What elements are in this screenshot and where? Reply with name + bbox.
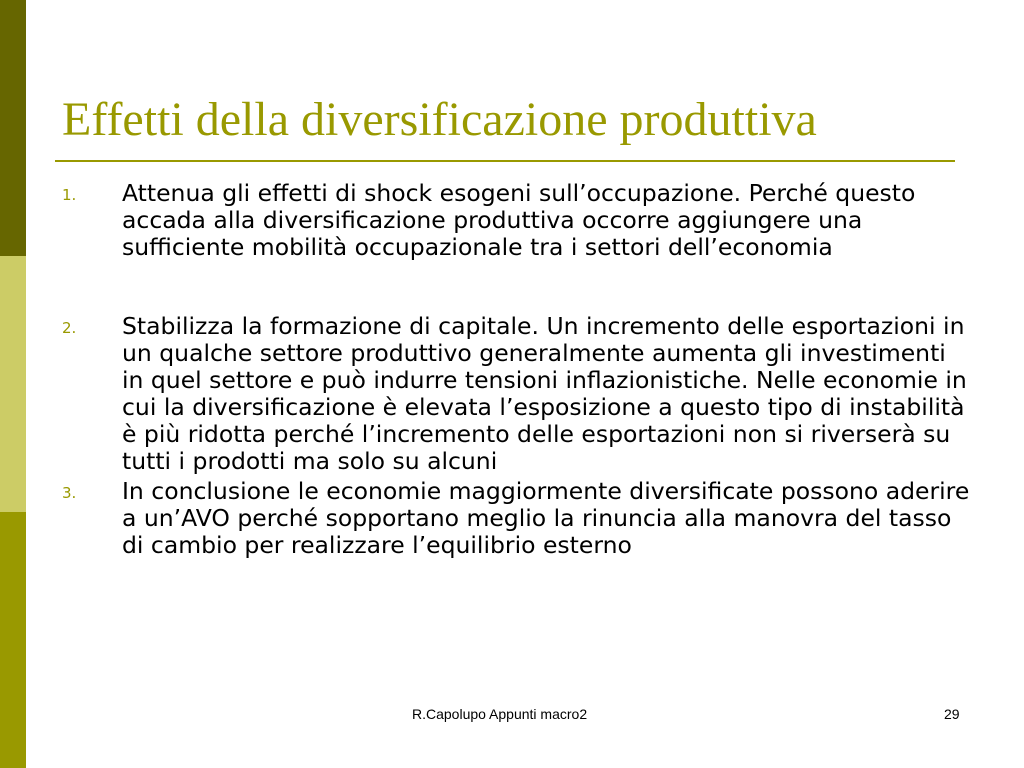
list-item-text: In conclusione le economie maggiormente diversificate possono aderire a un’AVO perché sopportano meglio la rinuncia alla manovra del tasso di cambio per realizzare l’equilibrio esterno (122, 477, 970, 559)
numbered-list (60, 180, 970, 559)
list-item-text: Attenua gli effetti di shock esogeni sull’occupazione. Perché questo accada alla diversificazione produttiva occorre aggiungere una sufficiente mobilità occupazionale tra i settori dell’economia (122, 179, 916, 261)
footer-text: R.Capolupo Appunti macro2 (412, 706, 588, 722)
list-item-text: Stabilizza la formazione di capitale. Un incremento delle esportazioni in un qualche settore produttivo generalmente aumenta gli investimenti in quel settore e può indurre tensioni inflazionistiche. Nelle economie in cui la diversificazione è elevata l’esposizione a questo tipo di instabilità è più ridotta perché l’incremento delle esportazioni non si riverserà su tutti i prodotti ma solo su alcuni (122, 312, 967, 475)
page-number: 29 (944, 706, 960, 722)
side-bar-middle (0, 256, 26, 512)
side-bar-bottom (0, 512, 26, 768)
list-item-number: 1. (62, 186, 77, 204)
list-item-2 (60, 313, 970, 475)
list-item-number: 3. (62, 484, 77, 502)
list-item-number: 2. (62, 319, 77, 337)
list-item-1 (60, 180, 970, 261)
slide-title: Effetti della diversificazione produttiva (62, 93, 817, 146)
list-item-3 (60, 478, 970, 559)
title-underline (55, 160, 955, 162)
side-bar-top (0, 0, 26, 256)
